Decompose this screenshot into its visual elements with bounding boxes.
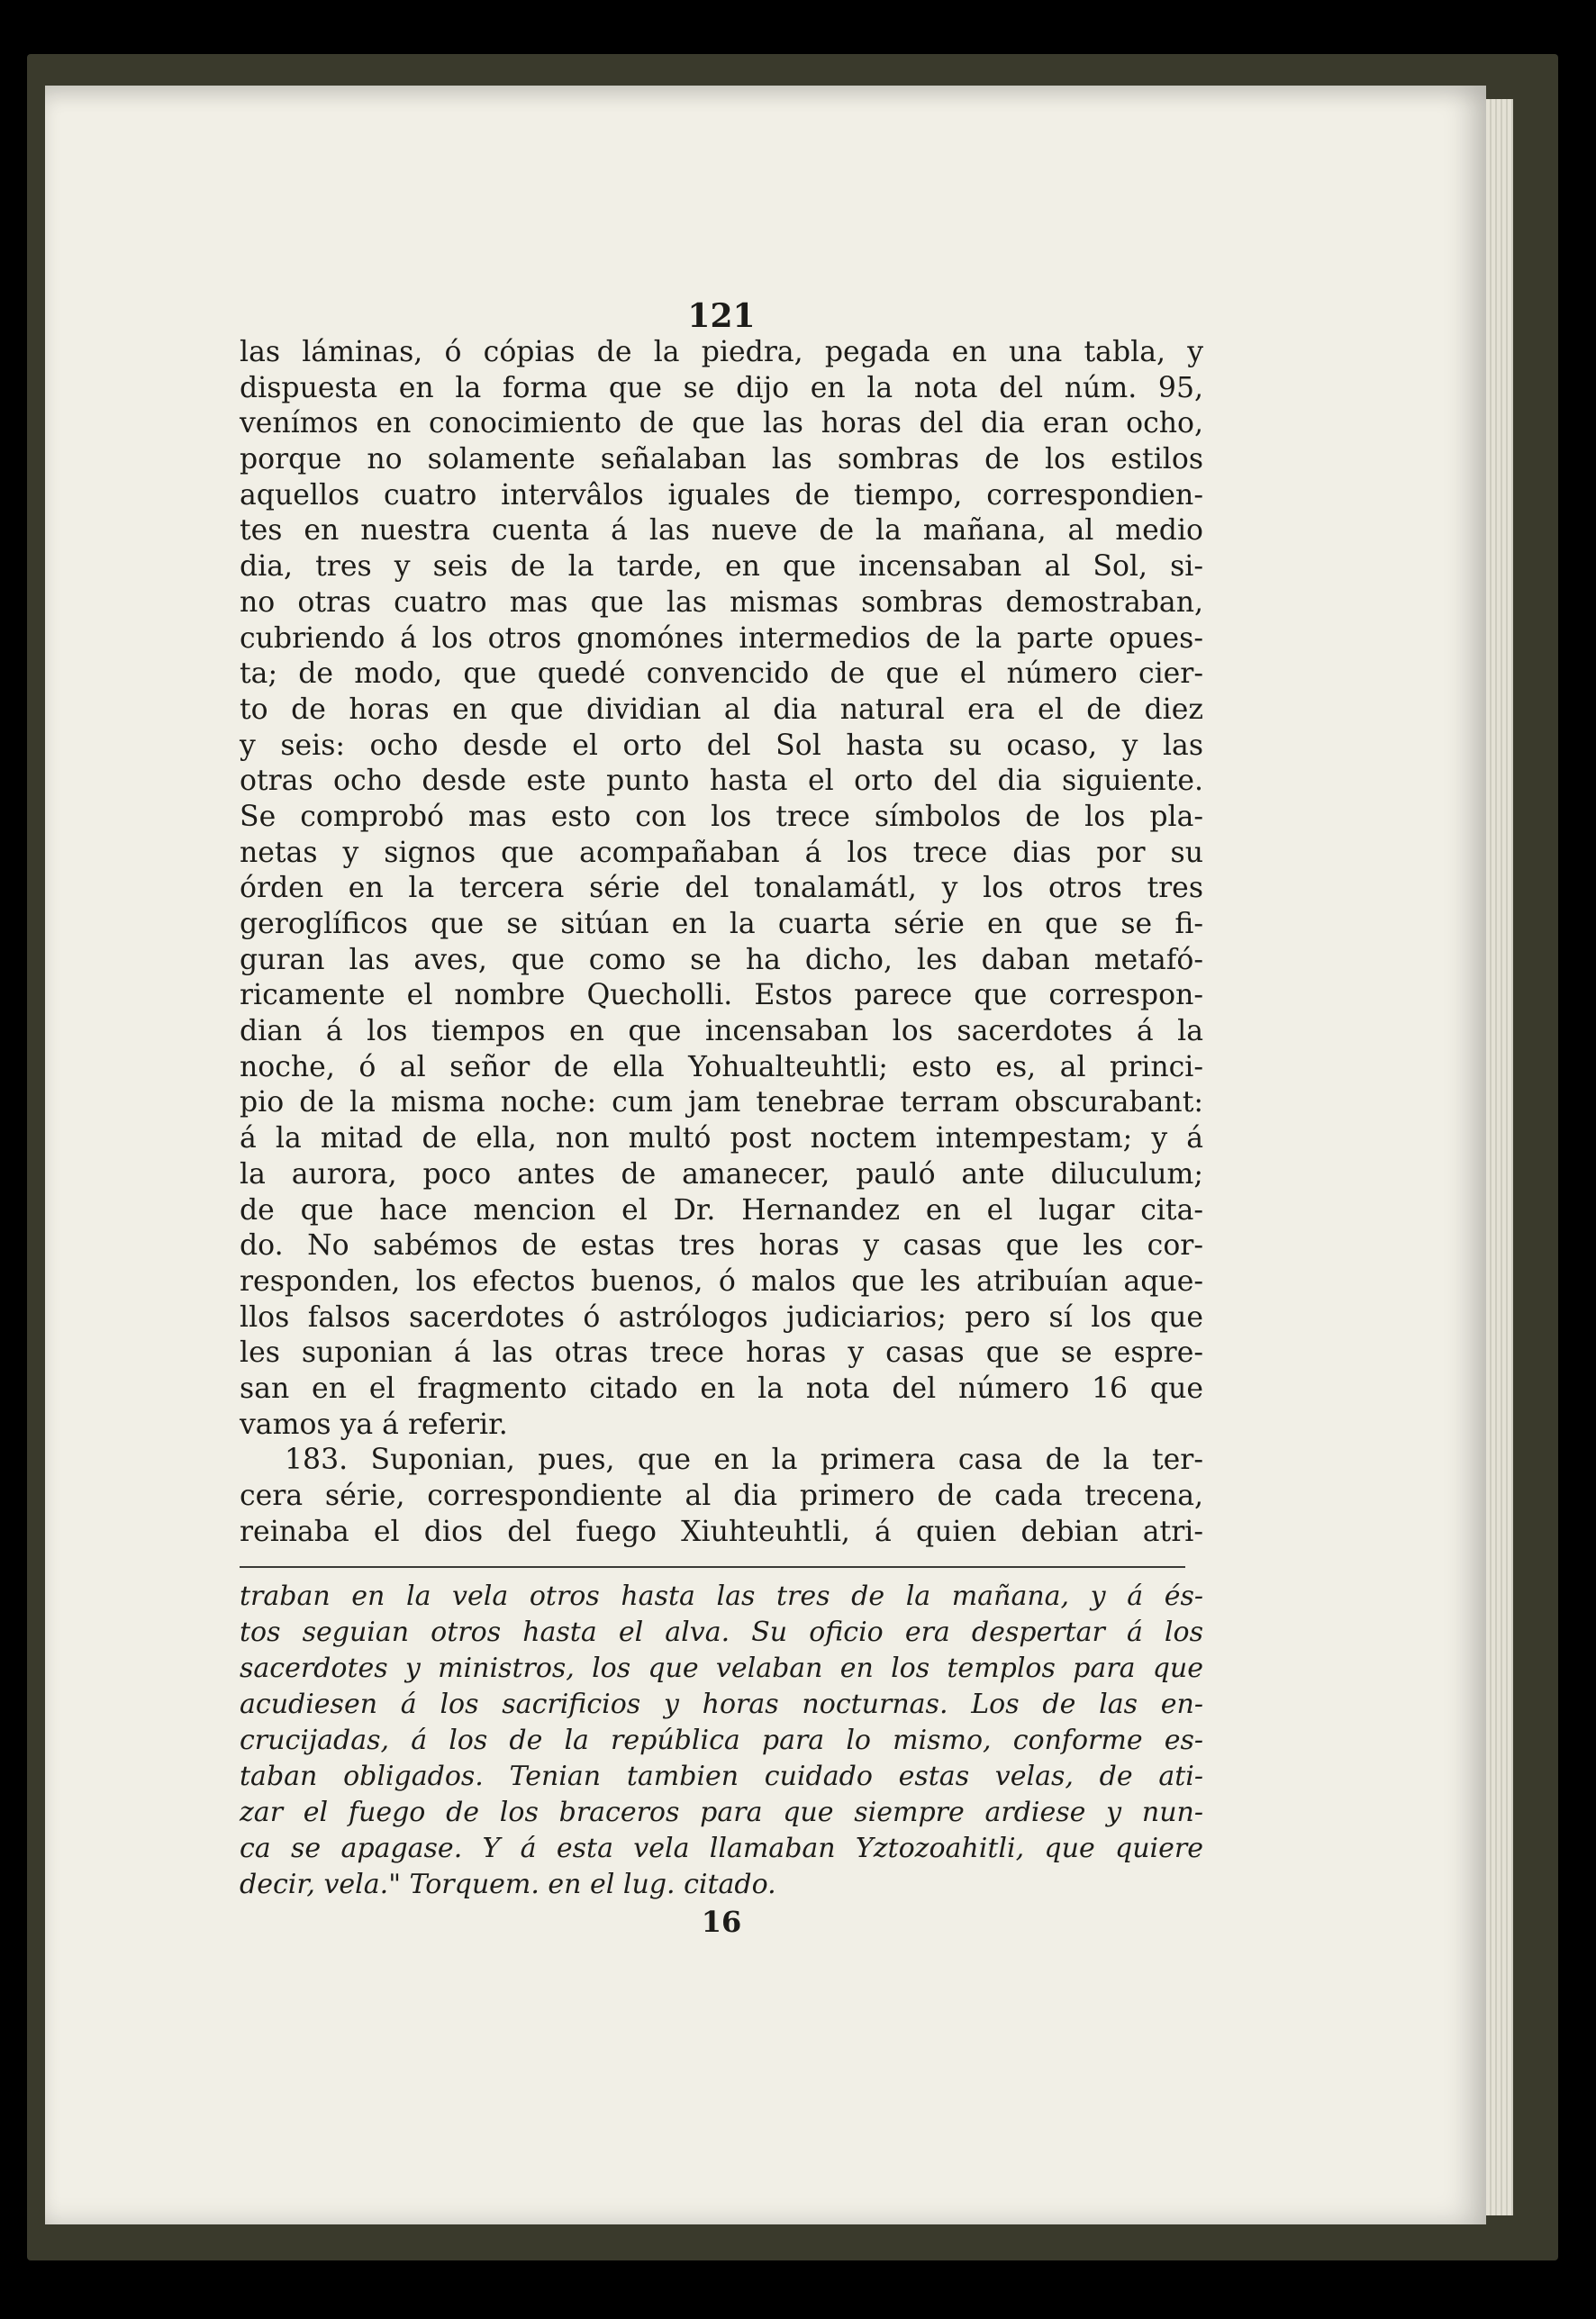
footnote-line: crucijadas, á los de la república para lo mismo, conforme es-: [240, 1725, 1203, 1757]
body-line: cubriendo á los otros gnomónes intermedios de la parte opues-: [240, 621, 1203, 655]
body-line: guran las aves, que como se ha dicho, les daban metafó-: [240, 943, 1203, 976]
footnote-line: sacerdotes y ministros, los que velaban en los templos para que: [240, 1653, 1203, 1685]
body-line: las láminas, ó cópias de la piedra, pegada en una tabla, y: [240, 336, 1203, 368]
body-line: otras ocho desde este punto hasta el orto del dia siguiente.: [240, 765, 1203, 798]
body-line: ta; de modo, que quedé convencido de que el número cier-: [240, 657, 1203, 691]
body-line: pio de la misma noche: cum jam tenebrae terram obscurabant:: [240, 1086, 1203, 1119]
body-line: noche, ó al señor de ella Yohualteuhtli; esto es, al princi-: [240, 1050, 1203, 1083]
text-block: [240, 297, 1203, 1939]
body-line: do. No sabémos de estas tres horas y casas que les cor-: [240, 1229, 1203, 1263]
body-line: ricamente el nombre Quecholli. Estos parece que correspon-: [240, 979, 1203, 1012]
body-line: de que hace mencion el Dr. Hernandez en el lugar cita-: [240, 1193, 1203, 1227]
body-line: la aurora, poco antes de amanecer, pauló ante diluculum;: [240, 1157, 1203, 1191]
body-line: responden, los efectos buenos, ó malos que les atribuían aque-: [240, 1264, 1203, 1298]
page-edges: [1486, 99, 1513, 2215]
body-line: aquellos cuatro intervâlos iguales de tiempo, correspondien-: [240, 478, 1203, 512]
body-line: reinaba el dios del fuego Xiuhteuhtli, á quien debian atri-: [240, 1515, 1203, 1548]
footnote-line: tos seguian otros hasta el alva. Su oficio era despertar á los: [240, 1617, 1203, 1649]
body-text: [240, 335, 1203, 1550]
footnote-line: taban obligados. Tenian tambien cuidado estas velas, de ati-: [240, 1761, 1203, 1793]
footnote-text: [240, 1579, 1203, 1903]
body-line: llos falsos sacerdotes ó astrólogos judiciarios; pero sí los que: [240, 1300, 1203, 1334]
body-line: san en el fragmento citado en la nota del número 16 que: [240, 1372, 1203, 1405]
sheet-signature: 16: [701, 1905, 742, 1940]
body-line: les suponian á las otras trece horas y casas que se espre-: [240, 1336, 1203, 1370]
footnote-rule: [240, 1566, 1185, 1568]
body-line: to de horas en que dividian al dia natural era el de diez: [240, 693, 1203, 726]
body-line: dispuesta en la forma que se dijo en la nota del núm. 95,: [240, 371, 1203, 404]
body-line: no otras cuatro mas que las mismas sombras demostraban,: [240, 585, 1203, 619]
footnote-line: zar el fuego de los braceros para que siempre ardiese y nun-: [240, 1797, 1203, 1829]
footnote-line: traban en la vela otros hasta las tres de la mañana, y á és-: [240, 1581, 1203, 1613]
footnote-line: acudiesen á los sacrificios y horas nocturnas. Los de las en-: [240, 1689, 1203, 1721]
body-line: tes en nuestra cuenta á las nueve de la mañana, al medio: [240, 514, 1203, 548]
body-line: geroglíficos que se sitúan en la cuarta série en que se fi-: [240, 908, 1203, 940]
footnote-line: ca se apagase. Y á esta vela llamaban Yztozoahitli, que quiere: [240, 1833, 1203, 1865]
body-line: venímos en conocimiento de que las horas del dia eran ocho,: [240, 407, 1203, 440]
page-number: 121: [687, 297, 756, 335]
body-line: órden en la tercera série del tonalamátl, y los otros tres: [240, 872, 1203, 905]
body-line: porque no solamente señalaban las sombras de los estilos: [240, 443, 1203, 476]
footnote-line: decir, vela." Torquem. en el lug. citado.: [240, 1869, 776, 1901]
body-line: Se comprobó mas esto con los trece símbolos de los pla-: [240, 800, 1203, 833]
body-line: 183. Suponian, pues, que en la primera casa de la ter-: [285, 1444, 1203, 1477]
body-line: dia, tres y seis de la tarde, en que incensaban al Sol, si-: [240, 550, 1203, 584]
body-line: y seis: ocho desde el orto del Sol hasta su ocaso, y las: [240, 729, 1203, 762]
body-line: netas y signos que acompañaban á los trece dias por su: [240, 836, 1203, 869]
body-line: cera série, correspondiente al dia primero de cada trecena,: [240, 1480, 1203, 1512]
body-line: á la mitad de ella, non multó post noctem intempestam; y á: [240, 1122, 1203, 1155]
body-line: vamos ya á referir.: [240, 1408, 508, 1441]
body-line: dian á los tiempos en que incensaban los sacerdotes á la: [240, 1015, 1203, 1048]
